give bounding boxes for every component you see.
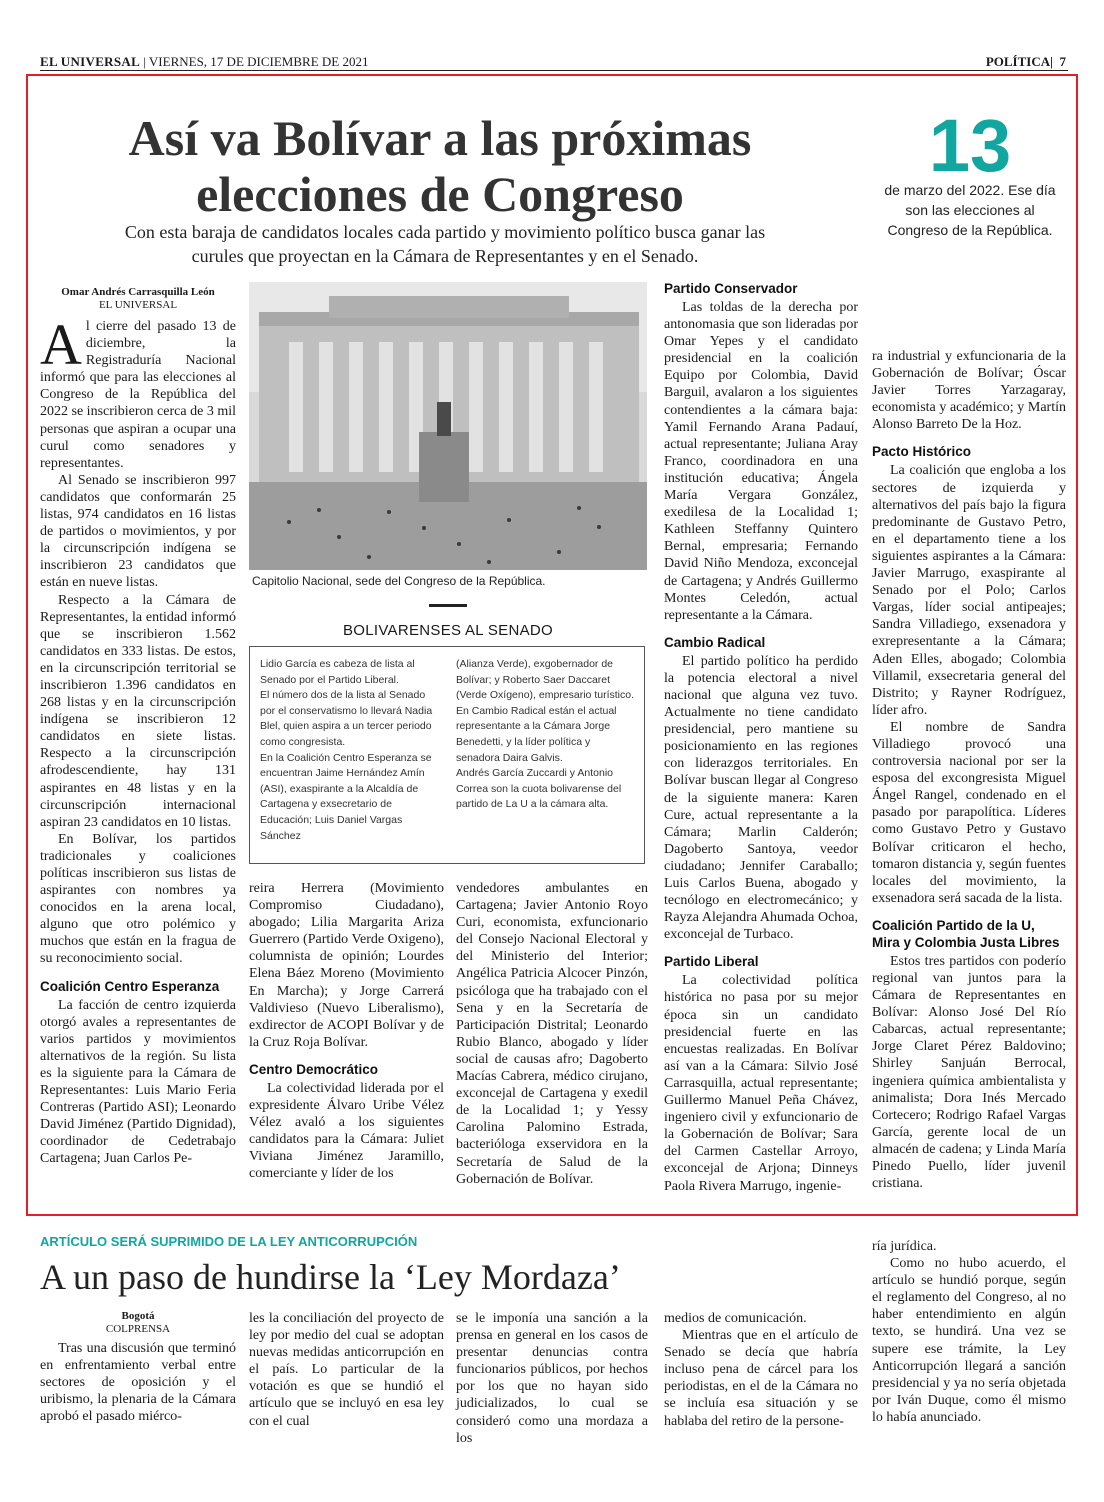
sidebar-item: Andrés García Zuccardi y Antonio Correa son la cuota bolivarense del partido de La U a la cámara alta. [456, 767, 622, 811]
subhead-centro-democratico: Centro Democrático [249, 1061, 379, 1077]
highlight-number: 13 [928, 104, 1012, 187]
section-name: POLÍTICA [985, 54, 1051, 69]
highlight-note: de marzo del 2022. Ese día son las elecciones al Congreso de la República. [884, 182, 1056, 238]
subhead-conservador: Partido Conservador [664, 281, 798, 296]
page-number: 7 [1059, 54, 1066, 69]
paragraph: Las toldas de la derecha por antonomasia que son lideradas por Omar Yepes y el candidato presidencial en la coalición Equipo por Colombia, David Barguil, avalaron a los siguientes contendientes a la cámara baja: Yamil Fernando Arana Padauí, actual representante; Juliana Aray Franco, coordinadora en una institución educativa; Ángela María Vergara González, exedilesa de la Localidad 1; Kathleen Steffanny Quintero Bernal, empresaria; Fernando David Niño Mendoza, exconcejal de Cartagena; y Andrés Guillermo Montes Celedón, actual representante a la Cámara. [664, 300, 858, 623]
second-story-column-3 [456, 1310, 648, 1447]
paragraph: Tras una discusión que terminó en enfrentamiento verbal entre sectores de oposición y el uribismo, la plenaria de la Cámara aprobó el pasado miérco- [40, 1341, 236, 1425]
second-story-column-1 [40, 1310, 236, 1425]
paragraph: ría jurídica. [872, 1239, 937, 1254]
paragraph: ra industrial y exfuncionaria de la Gobernación de Bolívar; Óscar Javier Torres Yarzagaray, economista y académico; y Martín Alonso Barreto De la Hoz. [872, 349, 1066, 433]
story-column-2 [249, 880, 444, 1183]
story-column-5 [872, 348, 1066, 1192]
running-head-right: POLÍTICA| 7 [985, 54, 1066, 69]
main-headline: Así va Bolívar a las próximas elecciones de Congreso [128, 110, 752, 222]
drop-cap: A [40, 312, 82, 377]
sidebar-left-column [260, 657, 440, 844]
photo-caption: Capitolio Nacional, sede del Congreso de la República. [252, 574, 546, 588]
paragraph: Estos tres partidos con poderío regional van juntos para la Cámara de Representantes en Bolívar: Alonso José Del Río Cabarcas, actual representante; Jorge Claret Pérez Baldovino; Shirley Sanjuán Berrocal, ingeniera química ambientalista y animalista; Dora Inés Mercado Cortecero; Rodrigo Rafael Vargas García, gerente local de un almacén de cadena; y Linda María Pinedo Puello, líder juvenil cristiana. [872, 953, 1066, 1192]
paragraph: La facción de centro izquierda otorgó avales a representantes de varios partidos y movimientos alternativos de la región. Su lista es la siguiente para la Cámara de Representantes: Luis Mario Feria Contreras (Partido ASI); Leonardo David Jiménez (Partido Dignidad), coordinador de Cedetrabajo Cartagena; Juan Carlos Pe- [40, 997, 236, 1167]
paragraph: El partido político ha perdido la potencia electoral a nivel nacional que alguna vez tuvo. Actualmente no tiene candidato presidencial, pero mantiene su posicionamiento en las regiones con liderazgos territoriales. En Bolívar buscan llegar al Congreso de la siguiente manera: Karen Cure, actual representante a la Cámara; Marlin Calderón; Dagoberto Santoya, veedor ciudadano; Jennifer Caraballo; Luis Carlos Buena, abogado y tecnólogo en electromecánico; y Rayza Alejandra Ahumada Ochoa, exconcejal de Turbaco. [664, 653, 858, 943]
paragraph: Al Senado se inscribieron 997 candidatos que conformarán 25 listas, 974 candidatos en 16 listas de partidos o movimientos, y por la circunscripción indígena se inscribieron 23 candidatos que están en nueve listas. [40, 472, 236, 591]
second-story-column-4 [664, 1310, 858, 1430]
sidebar-box [249, 646, 645, 864]
story-column-1 [40, 286, 236, 1168]
paragraph: reira Herrera (Movimiento Compromiso Ciudadano), abogado; Lilia Margarita Ariza Guerrero (Partido Verde Oxigeno), columnista de opinión; Lourdes Elena Báez Moreno (Movimiento En Marcha); y Jorge Carrerá Valdivieso (Nuevo Liberalismo), exdirector de ACOPI Bolívar y de la Cruz Roja Bolívar. [249, 881, 444, 1050]
paragraph: l cierre del pasado 13 de diciembre, la Registraduría Nacional informó que para las elecciones al Congreso de la República del 2022 se inscribieron cerca de 3 mil personas que aspiran a ocupar una curul como senadores y representantes. [40, 319, 236, 471]
sidebar-item: Lidio García es cabeza de lista al Senado por el Partido Liberal. [260, 658, 415, 686]
paragraph: El nombre de Sandra Villadiego provocó una controversia nacional por ser la esposa del excongresista Miguel Ángel Rangel, condenado en el pasado por parapolítica. Líderes como Gustavo Petro y Gustavo Bolívar criticaron el hecho, tomaron distancia y, según fuentes locales del movimiento, la exsenadora será sacada de la lista. [872, 719, 1066, 906]
paragraph: medios de comunicación. [664, 1311, 807, 1326]
subhead-partido-u: Coalición Partido de la U, Mira y Colombia Justa Libres [872, 917, 1060, 950]
issue-date: VIERNES, 17 DE DICIEMBRE DE 2021 [148, 54, 369, 69]
second-story-headline: A un paso de hundirse la ‘Ley Mordaza’ [40, 1257, 621, 1297]
sidebar-right-column [456, 657, 636, 813]
subhead-pacto-historico: Pacto Histórico [872, 444, 972, 460]
paragraph: Mientras que en el artículo de Senado se decía que habría incluso pena de cárcel para los periodistas, en el de la Cámara no se incluía esa situación y se hablaba del retiro de la persone- [664, 1328, 858, 1429]
paragraph: vendedores ambulantes en Cartagena; Javier Antonio Royo Curi, economista, exfuncionario del Consejo Nacional Electoral y del Ministerio del Interior; Angélica Patricia Alcocer Pinzón, psicóloga que ha trabajado con el Sena y en la Secretaría de Participación Distrital; Leonardo Rubio Blanco, abogado y líder social de causas afro; Dagoberto Macías Cabrera, médico cirujano, exconcejal de Cartagena y exedil de la Localidad 1; y Yessy Carolina Palomino Estrada, bacterióloga exservidora en la Secretaría de Salud de la Gobernación de Bolívar. [456, 881, 648, 1187]
byline-name: Omar Andrés Carrasquilla León [61, 286, 215, 298]
second-byline [40, 1310, 236, 1336]
paragraph: La colectividad liderada por el expresidente Álvaro Uribe Vélez Vélez avaló a los siguientes candidatos para la Cámara: Juliet Viviana Jiménez Jaramillo, comerciante y líder de los [249, 1080, 444, 1182]
sidebar-title: BOLIVARENSES AL SENADO [342, 622, 553, 639]
paragraph: Respecto a la Cámara de Representantes, la entidad informó que se inscribieron 1.562 candidatos en 333 listas. De estos, en la circunscripción territorial se inscribieron 1.396 candidatos en 268 listas y en la circunscripción indígena se inscribieron 12 candidatos en siete listas. Respecto a la circunscripción afrodescendiente, hay 131 aspirantes en 48 listas y en la circunscripción internacional aspiran 23 candidatos en 10 listas. [40, 592, 236, 830]
top-rule [40, 70, 1068, 71]
story-column-3 [456, 880, 648, 1188]
main-deck: Con esta baraja de candidatos locales cada partido y movimiento político busca ganar las curules que proyectan en la Cámara de Representantes y en el Senado. [124, 222, 766, 266]
second-story-column-5 [872, 1238, 1066, 1426]
subhead-centro-esperanza: Coalición Centro Esperanza [40, 978, 220, 994]
sidebar-item: En Cambio Radical están el actual representante a la Cámara Jorge Benedetti, y la líder política y senadora Daira Galvis. [456, 704, 617, 764]
subhead-liberal: Partido Liberal [664, 954, 759, 970]
second-story-kicker: ARTÍCULO SERÁ SUPRIMIDO DE LA LEY ANTICORRUPCIÓN [40, 1234, 418, 1249]
capitol-illustration [249, 282, 647, 570]
paragraph: les la conciliación del proyecto de ley por medio del cual se adoptan nuevas medidas anticorrupción en el país. Lo particular de la votación es que se hundió el artículo que se incluyó en esa ley con el cual [249, 1311, 444, 1429]
second-story-column-2 [249, 1310, 444, 1430]
capitol-photo [249, 282, 647, 570]
byline-city: Bogotá [121, 1310, 155, 1322]
byline-org: EL UNIVERSAL [98, 299, 178, 311]
byline-org: COLPRENSA [105, 1323, 171, 1335]
paragraph: La colectividad política histórica no pasa por su mejor época sin un candidato presidencial fuerte en las encuestas realizadas. En Bolívar así van a la Cámara: Silvio José Carrasquilla, actual representante; Guillermo Manuel Peña Chávez, ingeniero civil y exfuncionario de la Gobernación de Bolívar; Sara del Carmen Castellar Arroyo, exconcejal de Arjona; Dinneys Paola Rivera Marrugo, ingenie- [664, 973, 858, 1194]
paragraph: La coalición que engloba a los sectores de izquierda y alternativos del país bajo la figura predominante de Gustavo Petro, en el departamento tiene a los siguientes aspirantes a la Cámara: Javier Marrugo, exaspirante al Senado por el Polo; Carlos Vargas, líder social antipeajes; Sandra Villadiego, exsenadora y exrepresentante a la Cámara; Aden Elles, abogado; Colombia Villamil, exsecretaria general del Distrito; y Rayner Rodríguez, líder afro. [872, 463, 1066, 718]
paper-name: EL UNIVERSAL [40, 54, 141, 69]
sidebar-item: (Alianza Verde), exgobernador de Bolívar; y Roberto Saer Daccaret (Verde Oxígeno), empresario turístico. [456, 658, 634, 702]
story-column-4 [664, 280, 858, 1195]
paragraph: se le imponía una sanción a la prensa en general en los casos de presentar denuncias contra funcionarios públicos, por hechos por los que no hayan sido judicializados, lo cual se consideró como una mordaza a los [456, 1311, 648, 1446]
paragraph: Como no hubo acuerdo, el artículo se hundió porque, según el reglamento del Congreso, al no haber entendimiento en algún texto, se hundirá. Una vez se supere ese trámite, la Ley Anticorrupción llegará a sanción presidencial y ya no sería objetada por Iván Duque, como él mismo lo había anunciado. [872, 1256, 1066, 1425]
subhead-cambio-radical: Cambio Radical [664, 634, 766, 650]
byline [40, 286, 236, 312]
running-head-left: EL UNIVERSAL | VIERNES, 17 DE DICIEMBRE DE 2021 [40, 54, 369, 69]
sidebar-item: El número dos de la lista al Senado por el conservatismo lo llevará Nadia Blel, quien aspira a un tercer periodo como congresista. [260, 689, 433, 748]
sidebar-item: En la Coalición Centro Esperanza se encuentran Jaime Hernández Amín (ASI), exaspirante a la Alcaldía de Cartagena y exsecretario de Educación; Luis Daniel Vargas Sánchez [260, 751, 432, 842]
paragraph: En Bolívar, los partidos tradicionales y coaliciones políticas inscribieron sus listas de aspirantes con nombres ya conocidos en la arena local, alguno que otro polémico y muchos que están en la fragua de su reconocimiento social. [40, 831, 236, 967]
